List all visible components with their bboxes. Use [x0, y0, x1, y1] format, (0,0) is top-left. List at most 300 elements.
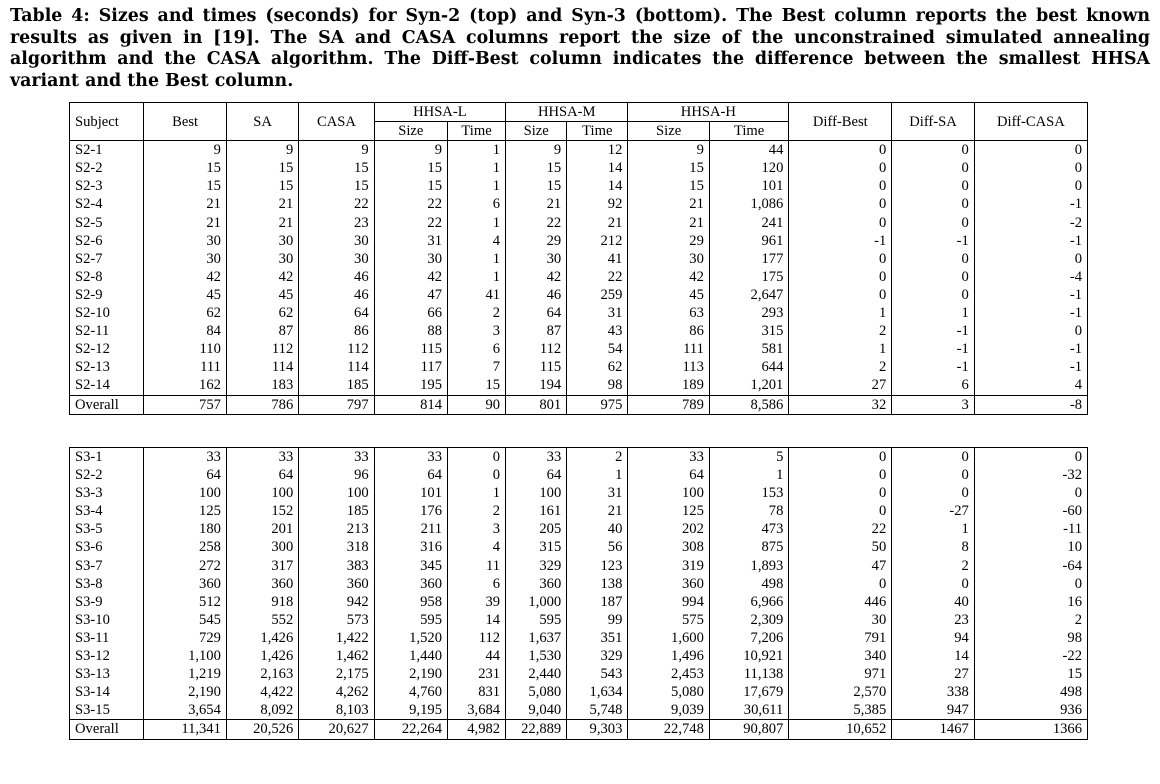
table-cell: -64 [974, 557, 1087, 575]
table-cell: 15 [974, 665, 1087, 683]
table-cell: 2,570 [789, 683, 892, 701]
overall-cell: 22,889 [506, 720, 567, 739]
table-cell: 10 [974, 538, 1087, 556]
table-cell: 360 [299, 575, 374, 593]
table-cell: 153 [709, 484, 788, 502]
table-cell: 21 [628, 195, 710, 213]
table-cell: 0 [892, 250, 975, 268]
table-cell: 308 [628, 538, 710, 556]
table-cell: 98 [974, 629, 1087, 647]
row-subject: S3-13 [70, 665, 144, 683]
table-cell: 23 [892, 611, 975, 629]
overall-cell: 786 [226, 395, 298, 414]
table-cell: 31 [374, 232, 447, 250]
table-cell: 161 [506, 502, 567, 520]
table-cell: 0 [789, 484, 892, 502]
table-cell: 4,760 [374, 683, 447, 701]
table-cell: 45 [226, 286, 298, 304]
table-cell: 4 [448, 232, 506, 250]
overall-label: Overall [70, 720, 144, 739]
table-cell: 177 [709, 250, 788, 268]
table-cell: 21 [567, 214, 628, 232]
table-cell: 47 [374, 286, 447, 304]
syn2-table [69, 102, 1088, 415]
table-cell: 22 [506, 214, 567, 232]
table-cell: 936 [974, 701, 1087, 720]
table-cell: 31 [567, 304, 628, 322]
table-cell: 22 [299, 195, 374, 213]
table-cell: 1,422 [299, 629, 374, 647]
table-cell: 0 [789, 502, 892, 520]
table-row [70, 177, 1088, 195]
row-subject: S2-5 [70, 214, 144, 232]
table-cell: 2 [567, 448, 628, 467]
table-cell: 29 [628, 232, 710, 250]
table-cell: 1 [448, 268, 506, 286]
table-cell: 46 [506, 286, 567, 304]
table-row [70, 195, 1088, 213]
table-cell: 33 [628, 448, 710, 467]
table-cell: 5,080 [506, 683, 567, 701]
table-row [70, 268, 1088, 286]
table-cell: 33 [374, 448, 447, 467]
table-cell: 16 [974, 593, 1087, 611]
table-cell: 994 [628, 593, 710, 611]
row-subject: S2-11 [70, 322, 144, 340]
table-cell: 21 [226, 195, 298, 213]
table-cell: 15 [144, 159, 227, 177]
table-row [70, 665, 1088, 683]
overall-cell: 20,526 [226, 720, 298, 739]
table-cell: 0 [789, 575, 892, 593]
row-subject: S3-4 [70, 502, 144, 520]
table-cell: 1 [448, 214, 506, 232]
table-cell: 205 [506, 520, 567, 538]
table-cell: 360 [628, 575, 710, 593]
table-cell: 42 [506, 268, 567, 286]
table-cell: 573 [299, 611, 374, 629]
table-row [70, 232, 1088, 250]
table-cell: 9 [226, 141, 298, 160]
table-cell: 15 [374, 159, 447, 177]
row-subject: S2-4 [70, 195, 144, 213]
table-cell: 185 [299, 376, 374, 395]
table-cell: 31 [567, 484, 628, 502]
overall-cell: 8,586 [709, 395, 788, 414]
table-cell: 14 [567, 159, 628, 177]
overall-cell: 975 [567, 395, 628, 414]
col-casa: CASA [299, 103, 374, 141]
table-cell: 30 [299, 250, 374, 268]
table-cell: 1 [567, 466, 628, 484]
table-cell: -1 [892, 322, 975, 340]
table-cell: 0 [789, 448, 892, 467]
overall-row [70, 720, 1088, 739]
overall-cell: 757 [144, 395, 227, 414]
table-cell: 4 [974, 376, 1087, 395]
table-cell: 92 [567, 195, 628, 213]
row-subject: S3-11 [70, 629, 144, 647]
table-cell: 64 [628, 466, 710, 484]
table-cell: 0 [448, 466, 506, 484]
table-cell: 21 [628, 214, 710, 232]
table-cell: 30 [299, 232, 374, 250]
table-cell: 498 [709, 575, 788, 593]
table-cell: 11,138 [709, 665, 788, 683]
table-cell: 0 [892, 141, 975, 160]
col-hhsa-h-time: Time [709, 122, 788, 141]
table-cell: 351 [567, 629, 628, 647]
table-cell: 2 [789, 358, 892, 376]
table-cell: 175 [709, 268, 788, 286]
table-cell: 6 [448, 195, 506, 213]
table-cell: 1,201 [709, 376, 788, 395]
table-cell: 99 [567, 611, 628, 629]
table-cell: 340 [789, 647, 892, 665]
table-cell: 2,190 [374, 665, 447, 683]
table-cell: 4 [448, 538, 506, 556]
table-cell: 0 [789, 268, 892, 286]
table-cell: 1 [448, 250, 506, 268]
table-cell: 0 [892, 177, 975, 195]
table-cell: 345 [374, 557, 447, 575]
table-cell: 27 [892, 665, 975, 683]
table-row [70, 141, 1088, 160]
table-cell: -1 [892, 358, 975, 376]
table-cell: 15 [374, 177, 447, 195]
table-cell: 1 [448, 159, 506, 177]
row-subject: S3-15 [70, 701, 144, 720]
table-cell: 1,462 [299, 647, 374, 665]
overall-cell: 797 [299, 395, 374, 414]
table-cell: 21 [144, 214, 227, 232]
overall-cell: 22,748 [628, 720, 710, 739]
table-cell: 45 [144, 286, 227, 304]
table-cell: 64 [374, 466, 447, 484]
col-hhsa-l-time: Time [448, 122, 506, 141]
col-diff-sa: Diff-SA [892, 103, 975, 141]
table-row [70, 376, 1088, 395]
table-caption: Table 4: Sizes and times (seconds) for Syn-2 (top) and Syn-3 (bottom). The Best column reports the best known results as given in [19]. The SA and CASA columns report the size of the unconstrained simulated annealing algorithm and the CASA algorithm. The Diff-Best column indicates the difference between the smallest HHSA variant and the Best column. [10, 6, 1150, 91]
table-cell: 2 [448, 502, 506, 520]
table-cell: 729 [144, 629, 227, 647]
table-cell: 2 [974, 611, 1087, 629]
table-cell: 94 [892, 629, 975, 647]
col-hhsa-l: HHSA-L [374, 103, 505, 122]
table-cell: 1,634 [567, 683, 628, 701]
table-cell: 33 [144, 448, 227, 467]
table-cell: -11 [974, 520, 1087, 538]
table-cell: 33 [299, 448, 374, 467]
table-cell: 46 [299, 268, 374, 286]
table-cell: 84 [144, 322, 227, 340]
table-cell: 43 [567, 322, 628, 340]
table-cell: 42 [226, 268, 298, 286]
table-cell: 54 [567, 340, 628, 358]
table-cell: 338 [892, 683, 975, 701]
table-cell: 22 [789, 520, 892, 538]
table-cell: 5 [709, 448, 788, 467]
row-subject: S2-13 [70, 358, 144, 376]
table-cell: 63 [628, 304, 710, 322]
table-cell: 183 [226, 376, 298, 395]
table-cell: 644 [709, 358, 788, 376]
overall-cell: 1366 [974, 720, 1087, 739]
table-cell: 162 [144, 376, 227, 395]
table-cell: 2,190 [144, 683, 227, 701]
overall-cell: 9,303 [567, 720, 628, 739]
overall-cell: 90,807 [709, 720, 788, 739]
overall-cell: 4,982 [448, 720, 506, 739]
table-cell: 100 [628, 484, 710, 502]
table-cell: 14 [567, 177, 628, 195]
table-cell: 0 [974, 484, 1087, 502]
table-cell: 117 [374, 358, 447, 376]
col-hhsa-m-time: Time [567, 122, 628, 141]
table-cell: 101 [709, 177, 788, 195]
table-cell: 50 [789, 538, 892, 556]
table-cell: 2,440 [506, 665, 567, 683]
table-cell: 15 [448, 376, 506, 395]
table-cell: 329 [567, 647, 628, 665]
row-subject: S3-12 [70, 647, 144, 665]
table-cell: 300 [226, 538, 298, 556]
table-cell: 545 [144, 611, 227, 629]
table-cell: 113 [628, 358, 710, 376]
table-cell: 202 [628, 520, 710, 538]
table-cell: 272 [144, 557, 227, 575]
table-cell: -1 [974, 286, 1087, 304]
table-cell: 194 [506, 376, 567, 395]
table-cell: 114 [226, 358, 298, 376]
table-cell: 1 [892, 304, 975, 322]
overall-cell: 789 [628, 395, 710, 414]
table-cell: 259 [567, 286, 628, 304]
overall-row [70, 395, 1088, 414]
table-cell: 595 [506, 611, 567, 629]
table-cell: 360 [374, 575, 447, 593]
table-cell: 0 [974, 141, 1087, 160]
table-cell: 125 [628, 502, 710, 520]
table-cell: 0 [892, 286, 975, 304]
table-cell: 41 [567, 250, 628, 268]
table-cell: 1 [448, 484, 506, 502]
table-cell: 942 [299, 593, 374, 611]
table-cell: 100 [299, 484, 374, 502]
table-row [70, 701, 1088, 720]
table-cell: -4 [974, 268, 1087, 286]
table-row [70, 611, 1088, 629]
table-cell: -1 [892, 340, 975, 358]
table-row [70, 159, 1088, 177]
table-cell: 42 [628, 268, 710, 286]
table-cell: 213 [299, 520, 374, 538]
table-cell: 0 [789, 141, 892, 160]
table-cell: 1,637 [506, 629, 567, 647]
table-cell: 575 [628, 611, 710, 629]
table-cell: 0 [789, 466, 892, 484]
table-cell: 1,530 [506, 647, 567, 665]
table-cell: 111 [628, 340, 710, 358]
table-cell: 22 [374, 195, 447, 213]
table-cell: 918 [226, 593, 298, 611]
table-cell: 152 [226, 502, 298, 520]
table-cell: 875 [709, 538, 788, 556]
table-cell: 211 [374, 520, 447, 538]
table-cell: 47 [789, 557, 892, 575]
table-row [70, 448, 1088, 467]
table-row [70, 466, 1088, 484]
table-cell: 176 [374, 502, 447, 520]
table-cell: 595 [374, 611, 447, 629]
row-subject: S2-9 [70, 286, 144, 304]
table-row [70, 538, 1088, 556]
table-cell: 360 [144, 575, 227, 593]
row-subject: S2-2 [70, 466, 144, 484]
row-subject: S3-8 [70, 575, 144, 593]
table-cell: 29 [506, 232, 567, 250]
table-row [70, 214, 1088, 232]
table-cell: 9 [628, 141, 710, 160]
table-cell: 125 [144, 502, 227, 520]
table-cell: 1 [448, 141, 506, 160]
row-subject: S3-5 [70, 520, 144, 538]
table-cell: 138 [567, 575, 628, 593]
table-row [70, 557, 1088, 575]
table-cell: 112 [299, 340, 374, 358]
row-subject: S3-6 [70, 538, 144, 556]
table-cell: 15 [628, 159, 710, 177]
table-cell: 2,175 [299, 665, 374, 683]
table-cell: 2 [448, 304, 506, 322]
table-cell: -1 [789, 232, 892, 250]
table-cell: 100 [226, 484, 298, 502]
row-subject: S2-3 [70, 177, 144, 195]
table-cell: 101 [374, 484, 447, 502]
table-cell: 329 [506, 557, 567, 575]
table-cell: 315 [506, 538, 567, 556]
row-subject: S2-7 [70, 250, 144, 268]
table-cell: 98 [567, 376, 628, 395]
col-hhsa-h: HHSA-H [628, 103, 789, 122]
table-cell: 1,000 [506, 593, 567, 611]
table-cell: 21 [226, 214, 298, 232]
table-cell: 15 [226, 177, 298, 195]
row-subject: S3-9 [70, 593, 144, 611]
table-cell: 44 [448, 647, 506, 665]
table-cell: 581 [709, 340, 788, 358]
table-cell: 88 [374, 322, 447, 340]
table-cell: 0 [789, 177, 892, 195]
overall-cell: -8 [974, 395, 1087, 414]
table-cell: 33 [506, 448, 567, 467]
table-cell: 0 [789, 195, 892, 213]
overall-cell: 10,652 [789, 720, 892, 739]
table-cell: 40 [892, 593, 975, 611]
table-cell: 1,086 [709, 195, 788, 213]
table-cell: 12 [567, 141, 628, 160]
table-cell: 64 [506, 466, 567, 484]
table-cell: 0 [974, 448, 1087, 467]
table-cell: 0 [789, 159, 892, 177]
table-cell: 3,654 [144, 701, 227, 720]
table-cell: 2,453 [628, 665, 710, 683]
table-cell: 78 [709, 502, 788, 520]
table-cell: 791 [789, 629, 892, 647]
table-cell: 1,426 [226, 629, 298, 647]
table-cell: 1 [448, 177, 506, 195]
table-cell: -60 [974, 502, 1087, 520]
table-cell: 4,262 [299, 683, 374, 701]
table-cell: 1,520 [374, 629, 447, 647]
table-cell: 6 [448, 575, 506, 593]
table-cell: 1 [709, 466, 788, 484]
table-cell: 123 [567, 557, 628, 575]
table-cell: 1 [789, 340, 892, 358]
row-subject: S2-10 [70, 304, 144, 322]
overall-cell: 1467 [892, 720, 975, 739]
table-row [70, 520, 1088, 538]
table-cell: 10,921 [709, 647, 788, 665]
row-subject: S3-14 [70, 683, 144, 701]
table-row [70, 484, 1088, 502]
table-row [70, 683, 1088, 701]
row-subject: S3-1 [70, 448, 144, 467]
table-cell: 112 [448, 629, 506, 647]
table-cell: 62 [567, 358, 628, 376]
row-subject: S3-3 [70, 484, 144, 502]
table-cell: 0 [892, 159, 975, 177]
table-row [70, 340, 1088, 358]
table-cell: 40 [567, 520, 628, 538]
table-cell: 110 [144, 340, 227, 358]
table-row [70, 502, 1088, 520]
table-cell: 5,080 [628, 683, 710, 701]
table-cell: 17,679 [709, 683, 788, 701]
table-cell: 0 [974, 322, 1087, 340]
overall-cell: 814 [374, 395, 447, 414]
table-cell: 1,496 [628, 647, 710, 665]
table-cell: -1 [974, 195, 1087, 213]
table-cell: 360 [506, 575, 567, 593]
overall-cell: 90 [448, 395, 506, 414]
table-cell: 21 [567, 502, 628, 520]
table-cell: 41 [448, 286, 506, 304]
table-cell: 14 [892, 647, 975, 665]
table-cell: 0 [892, 195, 975, 213]
table-cell: 30 [226, 232, 298, 250]
table-cell: 7 [448, 358, 506, 376]
table-cell: 0 [974, 159, 1087, 177]
table-cell: 42 [374, 268, 447, 286]
table-cell: 0 [892, 268, 975, 286]
table-cell: 552 [226, 611, 298, 629]
table-row [70, 575, 1088, 593]
table-cell: 0 [789, 286, 892, 304]
table-cell: 971 [789, 665, 892, 683]
table-cell: 1,893 [709, 557, 788, 575]
col-diff-best: Diff-Best [789, 103, 892, 141]
table-cell: 241 [709, 214, 788, 232]
col-best: Best [144, 103, 227, 141]
table-cell: 112 [226, 340, 298, 358]
row-subject: S3-10 [70, 611, 144, 629]
table-cell: 86 [299, 322, 374, 340]
table-cell: 21 [506, 195, 567, 213]
table-cell: 15 [506, 177, 567, 195]
table-cell: -1 [892, 232, 975, 250]
overall-cell: 801 [506, 395, 567, 414]
